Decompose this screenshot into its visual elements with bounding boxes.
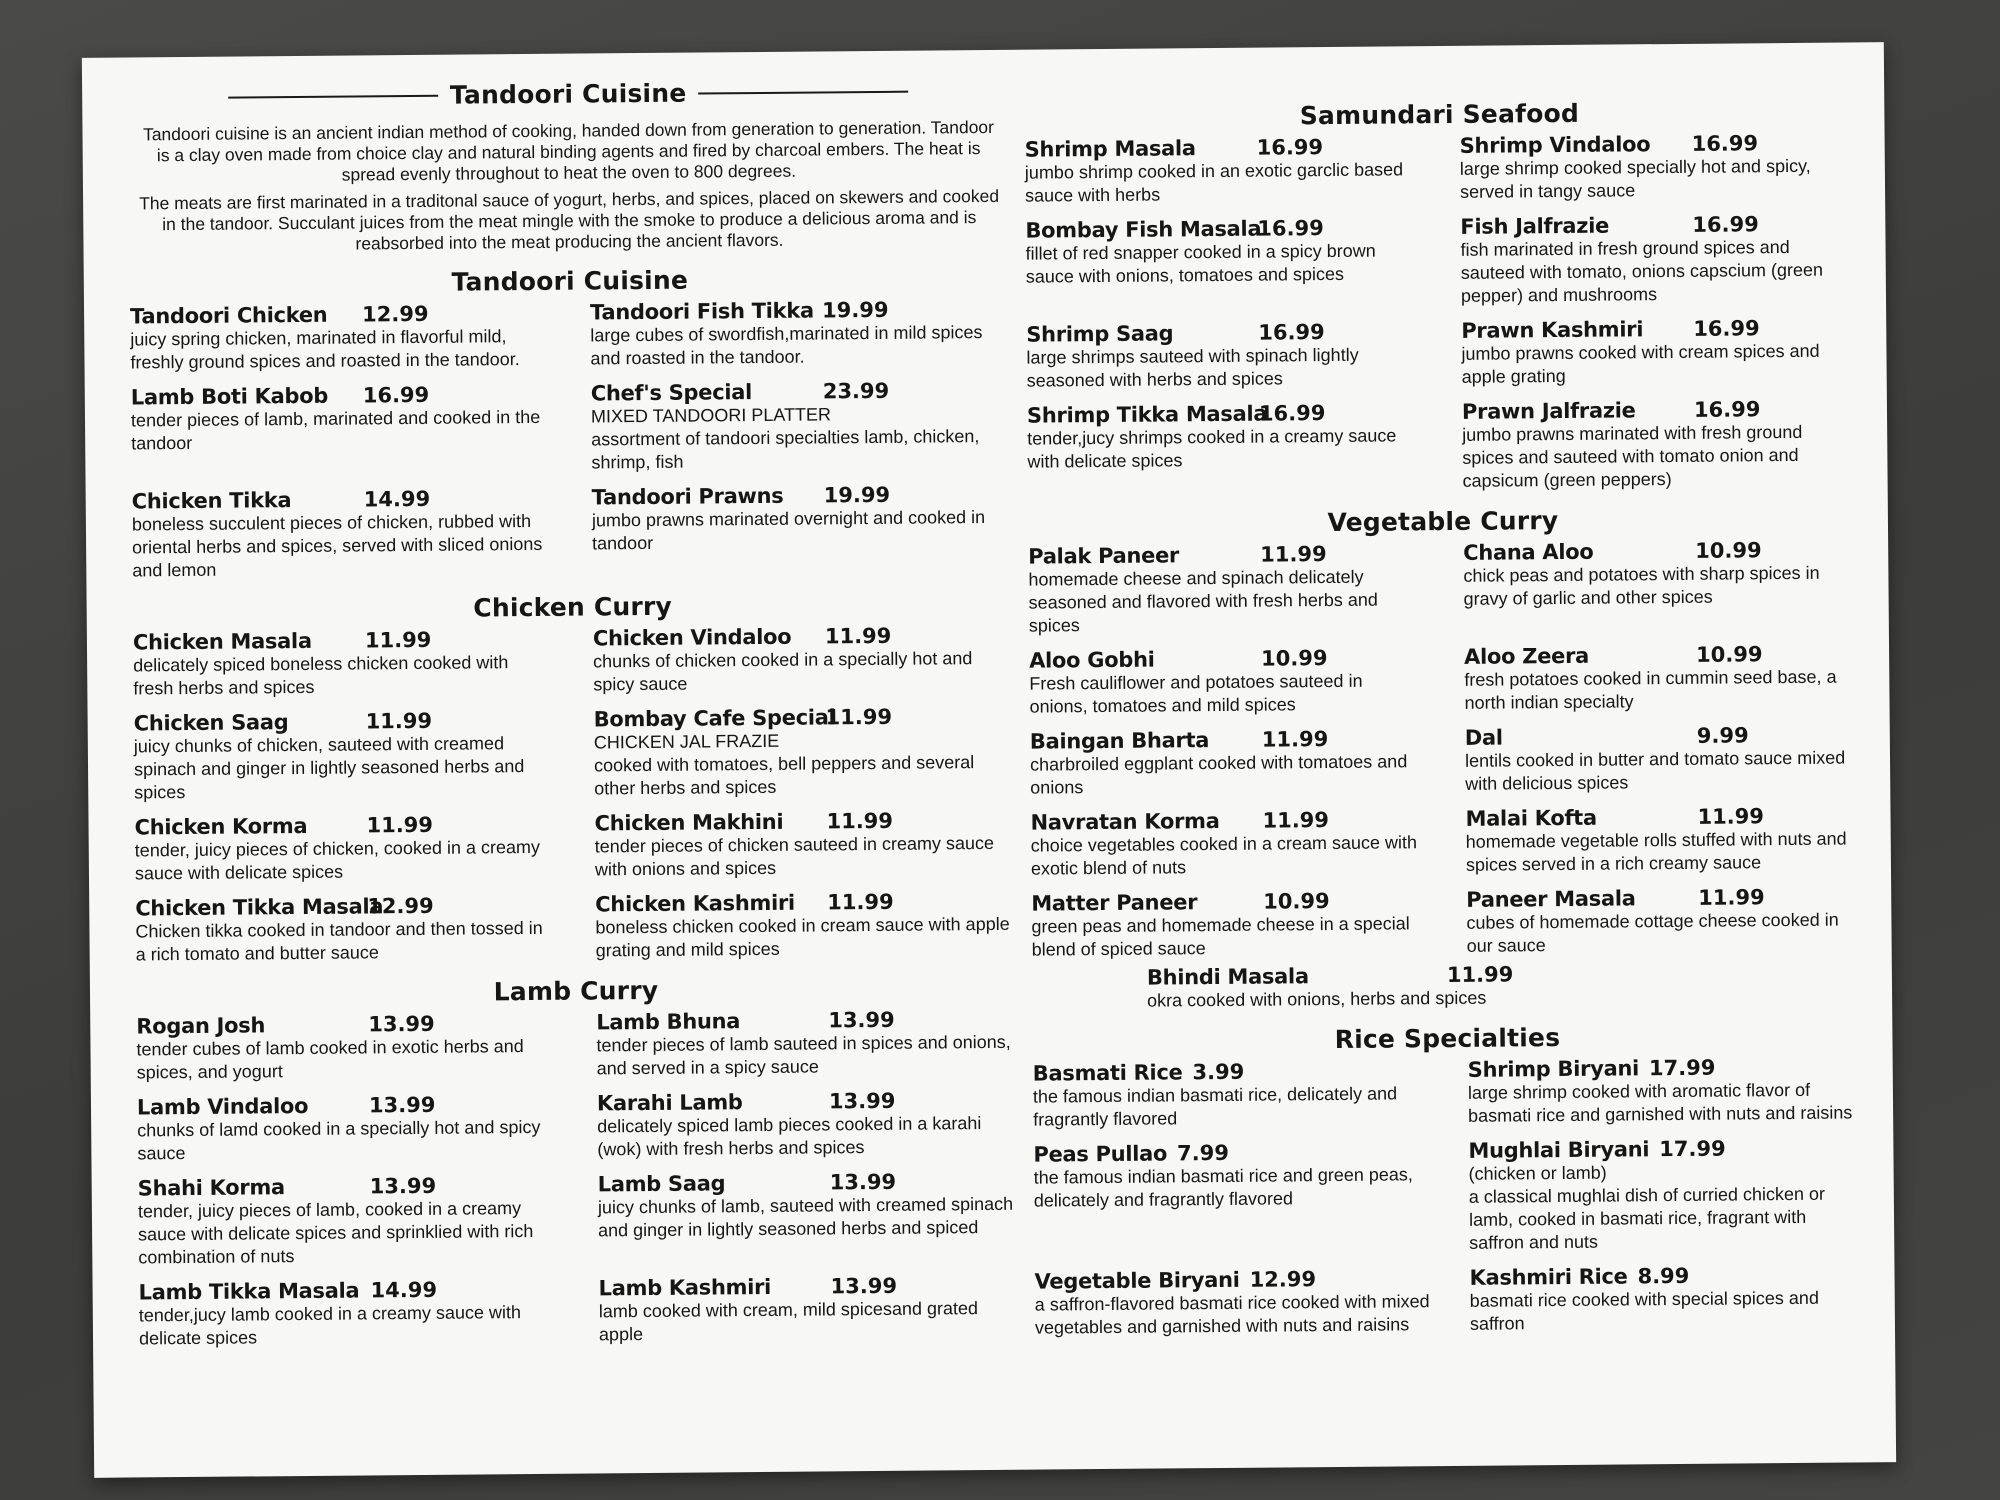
item-header bbox=[1033, 1140, 1428, 1166]
item-name: Chef's Special bbox=[590, 380, 753, 406]
section-title: Rice Specialties bbox=[1334, 1023, 1561, 1054]
item-name: Bombay Cafe Special bbox=[593, 705, 836, 732]
item-name: Prawn Kashmiri bbox=[1461, 317, 1644, 343]
item-price: 13.99 bbox=[828, 1007, 895, 1033]
item-description: a saffron-flavored basmati rice cooked with mixed vegetables and garnished with nuts and raisins bbox=[1034, 1291, 1430, 1338]
menu-item bbox=[1464, 642, 1860, 714]
item-name: Aloo Gobhi bbox=[1029, 647, 1155, 673]
section-title: Tandoori Cuisine bbox=[449, 78, 687, 110]
menu-item bbox=[1460, 212, 1856, 307]
item-price: 11.99 bbox=[364, 627, 432, 653]
divider bbox=[228, 94, 438, 98]
menu-item bbox=[597, 1089, 1018, 1162]
item-header bbox=[1466, 885, 1861, 911]
item-name: Lamb Kashmiri bbox=[598, 1274, 772, 1301]
tandoori-grid bbox=[130, 298, 1012, 583]
item-name: Lamb Saag bbox=[597, 1171, 726, 1197]
item-description: a classical mughlai dish of curried chicken or lamb, cooked in basmati rice, fragrant with saffron and nuts bbox=[1468, 1183, 1826, 1253]
item-description: lentils cooked in butter and tomato sauce mixed with delicious spices bbox=[1464, 747, 1846, 794]
item-name: Shrimp Vindaloo bbox=[1459, 132, 1651, 158]
item-header bbox=[1026, 320, 1421, 346]
menu-item bbox=[595, 890, 1016, 963]
item-description: the famous indian basmati rice, delicately and fragrantly flavored bbox=[1032, 1083, 1398, 1130]
item-name: Bhindi Masala bbox=[1146, 964, 1309, 990]
menu-item bbox=[138, 1174, 559, 1270]
item-price: 13.99 bbox=[368, 1092, 436, 1118]
item-header bbox=[1461, 316, 1856, 342]
menu-item bbox=[599, 1274, 1020, 1347]
item-description: okra cooked with onions, herbs and spices bbox=[1147, 987, 1487, 1011]
menu-item bbox=[1469, 1263, 1865, 1335]
tandoori-banner bbox=[128, 76, 1008, 113]
item-name: Shrimp Masala bbox=[1024, 136, 1196, 162]
item-name: Shrimp Saag bbox=[1026, 321, 1174, 347]
item-name: Shrimp Tikka Masala bbox=[1026, 401, 1268, 428]
item-description: lamb cooked with cream, mild spicesand grated apple bbox=[598, 1298, 979, 1345]
menu-item bbox=[1463, 538, 1859, 633]
item-name: Chicken Makhini bbox=[594, 809, 784, 836]
item-name: Chana Aloo bbox=[1463, 539, 1594, 565]
item-header bbox=[1468, 1055, 1863, 1081]
menu-item bbox=[1031, 889, 1427, 961]
item-price: 13.99 bbox=[829, 1169, 897, 1195]
item-price: 10.99 bbox=[1696, 642, 1763, 667]
item-description: tender, juicy pieces of lamb, cooked in a creamy sauce with delicate spices and sprinklied with rich combination of nuts bbox=[137, 1198, 534, 1268]
item-header bbox=[1463, 538, 1858, 564]
item-description: green peas and homemade cheese in a special blend of spiced sauce bbox=[1031, 913, 1410, 960]
item-name: Tandoori Fish Tikka bbox=[589, 298, 814, 325]
item-price: 12.99 bbox=[367, 893, 434, 919]
item-description: juicy chunks of lamb, sauteed with creamed spinach and ginger in lightly seasoned herbs and spiced bbox=[597, 1193, 1014, 1241]
item-header bbox=[1025, 135, 1420, 161]
chicken-curry-grid bbox=[133, 624, 1016, 967]
item-price: 16.99 bbox=[1693, 316, 1760, 341]
menu-item bbox=[139, 1278, 560, 1351]
item-name: Lamb Boti Kabob bbox=[130, 383, 329, 410]
item-name: Chicken Masala bbox=[132, 628, 312, 655]
item-price: 11.99 bbox=[825, 704, 893, 730]
item-price: 3.99 bbox=[1192, 1059, 1245, 1085]
item-price: 9.99 bbox=[1696, 723, 1749, 748]
item-price: 13.99 bbox=[828, 1088, 896, 1114]
intro-paragraph: Tandoori cuisine is an ancient indian method of cooking, handed down from generation to generation. Tandoor is a clay oven made from choice clay and natural binding agents and fired by charcoal embers. The heat is spread evenly throughout to heat the oven to 800 degrees. bbox=[142, 116, 995, 185]
item-header bbox=[1028, 542, 1423, 568]
item-price: 11.99 bbox=[365, 708, 433, 734]
menu-item bbox=[1462, 397, 1858, 492]
item-description: tender pieces of lamb sauteed in spices and onions, and served in a spicy sauce bbox=[596, 1031, 1011, 1079]
item-name: Navratan Korma bbox=[1030, 808, 1220, 835]
menu-item bbox=[1030, 808, 1426, 880]
menu-item bbox=[1466, 885, 1862, 957]
menu-item bbox=[136, 1012, 557, 1085]
item-price: 14.99 bbox=[370, 1277, 438, 1303]
item-price: 16.99 bbox=[1258, 401, 1326, 426]
menu-item bbox=[1025, 135, 1421, 207]
item-description: tender,jucy lamb cooked in a creamy sauce with delicate spices bbox=[138, 1302, 522, 1349]
item-name: Paneer Masala bbox=[1466, 886, 1636, 912]
menu-item bbox=[1465, 723, 1861, 795]
item-header bbox=[1465, 723, 1860, 749]
item-price: 19.99 bbox=[823, 482, 891, 508]
item-price: 19.99 bbox=[821, 297, 889, 323]
item-name: Chicken Kashmiri bbox=[595, 890, 795, 917]
menu-item bbox=[591, 379, 1012, 475]
menu-item bbox=[1030, 727, 1426, 799]
item-header bbox=[1030, 727, 1425, 753]
item-price: 11.99 bbox=[1698, 885, 1765, 910]
section-title: Samundari Seafood bbox=[1299, 98, 1580, 131]
menu-item bbox=[1029, 646, 1425, 718]
item-name: Lamb Tikka Masala bbox=[138, 1278, 360, 1305]
item-description: large cubes of swordfish,marinated in mild spices and roasted in the tandoor. bbox=[590, 322, 983, 369]
item-price: 10.99 bbox=[1695, 538, 1762, 563]
item-price: 16.99 bbox=[1258, 320, 1325, 345]
item-description: tender pieces of chicken sauteed in creamy sauce with onions and spices bbox=[594, 832, 995, 880]
item-description: assortment of tandoori specialties lamb, chicken, shrimp, fish bbox=[591, 426, 980, 473]
item-price: 10.99 bbox=[1261, 646, 1328, 671]
item-description: the famous indian basmati rice and green peas, delicately and fragrantly flavored bbox=[1033, 1164, 1413, 1211]
item-description: chick peas and potatoes with sharp spices in gravy of garlic and other spices bbox=[1463, 562, 1820, 609]
menu-item bbox=[134, 813, 555, 886]
item-name: Shahi Korma bbox=[137, 1175, 285, 1201]
menu-item bbox=[596, 1008, 1017, 1081]
item-price: 11.99 bbox=[1262, 808, 1330, 833]
menu-item bbox=[593, 624, 1014, 697]
item-name: Rogan Josh bbox=[136, 1013, 266, 1039]
item-description: cubes of homemade cottage cheese cooked in our sauce bbox=[1466, 909, 1839, 956]
menu-item bbox=[1461, 316, 1857, 388]
menu-item bbox=[598, 1170, 1019, 1266]
item-name: Dal bbox=[1464, 725, 1503, 750]
item-name: Lamb Vindaloo bbox=[136, 1093, 309, 1120]
section-title: Tandoori Cuisine bbox=[451, 265, 689, 297]
menu-item bbox=[1028, 542, 1424, 637]
menu-item bbox=[1465, 804, 1861, 876]
item-name: Fish Jalfrazie bbox=[1460, 213, 1610, 239]
item-price: 12.99 bbox=[361, 301, 429, 327]
item-name: Chicken Tikka Masala bbox=[135, 894, 384, 921]
menu-item bbox=[135, 894, 556, 967]
item-description: tender pieces of lamb, marinated and cooked in the tandoor bbox=[130, 406, 541, 454]
item-name: Shrimp Biryani bbox=[1467, 1056, 1640, 1082]
item-description: choice vegetables cooked in a cream sauce with exotic blend of nuts bbox=[1030, 832, 1418, 879]
item-name: Palak Paneer bbox=[1028, 543, 1180, 569]
lamb-curry-grid bbox=[136, 1008, 1019, 1351]
item-name: Tandoori Chicken bbox=[129, 302, 328, 329]
item-description: large shrimps sauteed with spinach lightly seasoned with herbs and spices bbox=[1026, 344, 1359, 391]
item-price: 10.99 bbox=[1263, 889, 1330, 914]
item-name: Matter Paneer bbox=[1031, 890, 1198, 916]
item-header bbox=[1034, 1267, 1429, 1293]
divider bbox=[698, 90, 908, 94]
item-header bbox=[1460, 212, 1855, 238]
menu-item bbox=[594, 705, 1015, 801]
menu-item bbox=[1033, 1140, 1429, 1258]
item-price: 14.99 bbox=[363, 486, 431, 512]
tandoori-intro bbox=[138, 117, 999, 256]
item-description: juicy spring chicken, marinated in flavorful mild, freshly ground spices and roasted in the tandoor. bbox=[130, 326, 520, 373]
item-description: delicately spiced lamb pieces cooked in a karahi (wok) with fresh herbs and spices bbox=[597, 1113, 982, 1160]
menu-item bbox=[1027, 401, 1423, 496]
item-price: 11.99 bbox=[826, 808, 894, 834]
menu-item bbox=[130, 302, 551, 375]
seafood-grid bbox=[1025, 131, 1858, 496]
menu-item bbox=[1460, 131, 1856, 203]
item-name: Baingan Bharta bbox=[1029, 728, 1210, 754]
item-description: Fresh cauliflower and potatoes sauteed in onions, tomatoes and mild spices bbox=[1029, 670, 1363, 717]
item-price: 23.99 bbox=[822, 378, 890, 404]
item-description: juicy chunks of chicken, sauteed with creamed spinach and ginger in lightly seasoned herbs and spices bbox=[133, 733, 525, 803]
item-price: 11.99 bbox=[824, 623, 892, 649]
item-name: Karahi Lamb bbox=[596, 1090, 743, 1116]
item-header bbox=[1033, 1059, 1428, 1085]
item-name: Lamb Bhuna bbox=[596, 1009, 741, 1035]
item-header bbox=[1465, 804, 1860, 830]
menu-item bbox=[1025, 216, 1421, 311]
item-price: 16.99 bbox=[1257, 216, 1324, 241]
item-price: 12.99 bbox=[1249, 1267, 1317, 1292]
item-price: 16.99 bbox=[1693, 397, 1761, 422]
item-price: 16.99 bbox=[1691, 131, 1759, 156]
item-description: boneless chicken cooked in cream sauce with apple grating and mild spices bbox=[595, 913, 1010, 961]
item-name: Chicken Korma bbox=[134, 813, 308, 840]
intro-paragraph: The meats are first marinated in a traditonal sauce of yogurt, herbs, and spices, placed on skewers and cooked in the tandoor. Succulant juices from the meat mingle with the smoke to produce a delicious aroma and is reabsorbed into the meat producing the ancient flavors. bbox=[139, 185, 1000, 254]
item-name: Basmati Rice bbox=[1032, 1060, 1183, 1086]
item-name: Prawn Jalfrazie bbox=[1461, 398, 1636, 424]
menu-item bbox=[1033, 1059, 1429, 1131]
item-description: jumbo shrimp cooked in an exotic garclic based sauce with herbs bbox=[1024, 159, 1404, 206]
item-name: Chicken Saag bbox=[133, 710, 289, 736]
item-description: chunks of lamd cooked in a specially hot and spicy sauce bbox=[137, 1116, 541, 1164]
rice-grid bbox=[1033, 1055, 1865, 1339]
item-description: fish marinated in fresh ground spices and sauteed with tomato, onions capscium (green pepper) and mushrooms bbox=[1460, 236, 1824, 306]
item-header bbox=[1469, 1263, 1864, 1289]
item-price: 17.99 bbox=[1648, 1055, 1716, 1081]
item-name: Chicken Vindaloo bbox=[592, 624, 792, 651]
item-description: tender cubes of lamb cooked in exotic herbs and spices, and yogurt bbox=[136, 1036, 524, 1083]
item-description: tender,jucy shrimps cooked in a creamy sauce with delicate spices bbox=[1027, 425, 1397, 472]
item-description: large shrimp cooked with aromatic flavor of basmati rice and garnished with nuts and raisins bbox=[1467, 1079, 1853, 1126]
item-header bbox=[1025, 216, 1420, 242]
item-description: jumbo prawns marinated with fresh ground spices and sauteed with tomato onion and capsicum (green peppers) bbox=[1462, 421, 1803, 491]
item-description: boneless succulent pieces of chicken, rubbed with oriental herbs and spices, served with sliced onions and lemon bbox=[131, 510, 543, 581]
item-price: 11.99 bbox=[1697, 804, 1765, 829]
item-description: chunks of chicken cooked in a specially hot and spicy sauce bbox=[593, 648, 973, 695]
item-name: Chicken Tikka bbox=[131, 488, 292, 514]
item-description: homemade cheese and spinach delicately seasoned and flavored with fresh herbs and spices bbox=[1028, 566, 1378, 636]
item-name: Vegetable Biryani bbox=[1034, 1267, 1240, 1294]
left-column bbox=[128, 76, 1019, 1351]
menu-item bbox=[131, 383, 552, 479]
item-price: 11.99 bbox=[1261, 727, 1329, 752]
item-header bbox=[1027, 401, 1422, 427]
item-price: 11.99 bbox=[1260, 542, 1327, 567]
item-header bbox=[1464, 642, 1859, 668]
menu-item bbox=[592, 483, 1013, 579]
item-description: cooked with tomatoes, bell peppers and several other herbs and spices bbox=[593, 752, 975, 799]
menu-sheet bbox=[82, 42, 1896, 1478]
item-header bbox=[1462, 397, 1857, 423]
item-name: Tandoori Prawns bbox=[591, 483, 784, 510]
item-header bbox=[1460, 131, 1855, 157]
item-description: basmati rice cooked with special spices and saffron bbox=[1469, 1287, 1819, 1334]
item-description: jumbo prawns marinated overnight and cooked in tandoor bbox=[591, 507, 986, 554]
item-price: 8.99 bbox=[1637, 1263, 1690, 1289]
menu-item bbox=[137, 1093, 558, 1166]
item-subtitle: (chicken or lamb) bbox=[1468, 1162, 1607, 1184]
section-title: Chicken Curry bbox=[473, 591, 673, 623]
menu-item bbox=[132, 487, 553, 583]
item-description: Chicken tikka cooked in tandoor and then tossed in a rich tomato and butter sauce bbox=[135, 917, 543, 965]
item-price: 13.99 bbox=[369, 1173, 437, 1199]
menu-item bbox=[594, 809, 1015, 882]
item-description: delicately spiced boneless chicken cooked with fresh herbs and spices bbox=[133, 652, 509, 699]
item-subtitle: MIXED TANDOORI PLATTER bbox=[590, 404, 832, 427]
section-title: Lamb Curry bbox=[493, 975, 659, 1007]
item-description: fillet of red snapper cooked in a spicy brown sauce with onions, tomatoes and spices bbox=[1025, 240, 1376, 287]
item-price: 13.99 bbox=[368, 1011, 435, 1037]
item-header bbox=[1029, 646, 1424, 672]
item-name: Aloo Zeera bbox=[1464, 643, 1590, 669]
menu-item bbox=[1034, 1267, 1430, 1339]
item-price: 17.99 bbox=[1659, 1136, 1726, 1162]
menu-item bbox=[1026, 320, 1422, 392]
menu-item bbox=[134, 709, 555, 805]
item-name: Mughlai Biryani bbox=[1468, 1137, 1650, 1163]
item-price: 7.99 bbox=[1176, 1140, 1230, 1166]
item-header bbox=[1468, 1136, 1863, 1162]
item-price: 16.99 bbox=[1692, 212, 1759, 237]
item-name: Peas Pullao bbox=[1033, 1141, 1168, 1167]
item-description: large shrimp cooked specially hot and spicy, served in tangy sauce bbox=[1459, 155, 1811, 202]
item-price: 11.99 bbox=[827, 889, 894, 915]
item-name: Bombay Fish Masala bbox=[1025, 216, 1262, 243]
menu-item bbox=[1468, 1055, 1864, 1127]
item-price: 16.99 bbox=[362, 382, 430, 408]
item-description: charbroiled eggplant cooked with tomatoes and onions bbox=[1029, 751, 1408, 798]
item-header bbox=[1030, 808, 1425, 834]
menu-item bbox=[1468, 1136, 1864, 1254]
menu-item bbox=[590, 298, 1011, 371]
item-price: 13.99 bbox=[830, 1273, 898, 1299]
section-title: Vegetable Curry bbox=[1327, 506, 1559, 538]
item-header bbox=[1031, 889, 1426, 915]
item-name: Kashmiri Rice bbox=[1469, 1264, 1628, 1290]
item-description: homemade vegetable rolls stuffed with nuts and spices served in a rich creamy sauce bbox=[1465, 828, 1847, 875]
item-price: 11.99 bbox=[366, 812, 434, 838]
item-price: 11.99 bbox=[1446, 962, 1514, 988]
item-price: 16.99 bbox=[1256, 135, 1324, 160]
item-name: Malai Kofta bbox=[1465, 805, 1597, 831]
item-description: fresh potatoes cooked in cummin seed base, a north indian specialty bbox=[1464, 666, 1837, 713]
item-subtitle: CHICKEN JAL FRAZIE bbox=[593, 730, 780, 753]
vegetable-grid bbox=[1028, 538, 1862, 961]
menu-item bbox=[133, 628, 554, 701]
item-description: jumbo prawns cooked with cream spices and apple grating bbox=[1461, 340, 1820, 387]
item-description: tender, juicy pieces of chicken, cooked in a creamy sauce with delicate spices bbox=[134, 836, 541, 884]
menu-item bbox=[1147, 961, 1747, 1012]
right-column bbox=[1024, 68, 1865, 1339]
